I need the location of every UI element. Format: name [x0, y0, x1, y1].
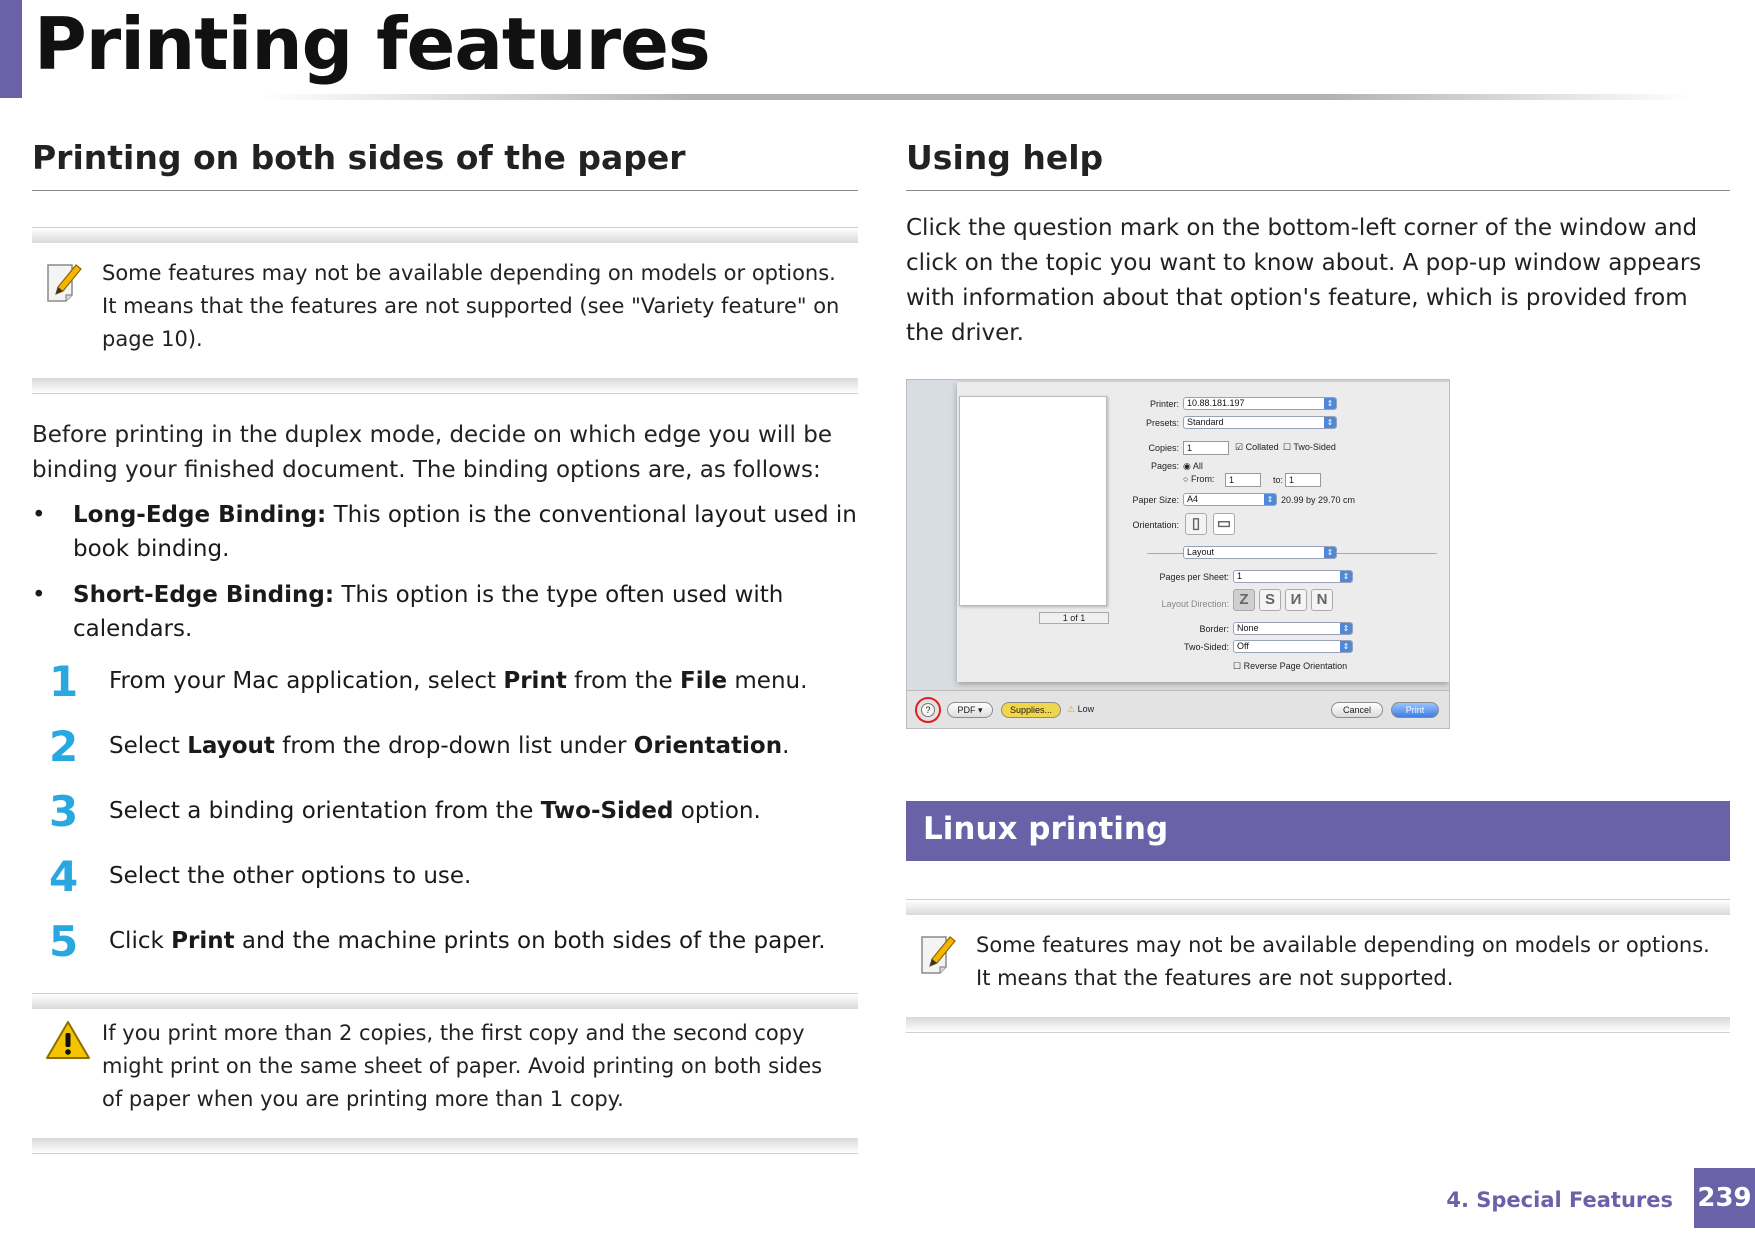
step-number: 2 — [49, 722, 79, 771]
linux-note-box — [906, 899, 1730, 1033]
note-box — [32, 227, 858, 394]
page-preview — [959, 396, 1107, 606]
section-heading-help: Using help — [906, 136, 1730, 191]
list-item: • Long-Edge Binding: This option is the conventional layout used in book binding. — [32, 498, 858, 566]
preview-page-count: 1 of 1 — [1039, 612, 1109, 624]
help-intro: Click the question mark on the bottom-left corner of the window and click on the topic you want to know about. A pop-up window appears with information about that option's feature, which is provided from the driver. — [906, 215, 1702, 346]
steps-list — [32, 657, 858, 985]
step-item: 1 From your Mac application, select Print from the File menu. — [32, 660, 858, 725]
collated-checkbox[interactable]: ☑ Collated — [1235, 442, 1279, 452]
linux-printing-heading: Linux printing — [906, 801, 1730, 861]
reverse-orientation-checkbox[interactable]: ☐ Reverse Page Orientation — [1233, 661, 1348, 671]
caution-box — [32, 993, 858, 1154]
direction-s-icon[interactable]: S — [1259, 589, 1281, 611]
binding-options-list — [32, 498, 858, 646]
caution-text: If you print more than 2 copies, the first copy and the second copy might print on the same sheet of paper. Avoid printing on both sides of paper when you are printing more than 1 copy. — [102, 1021, 823, 1111]
presets-select[interactable]: Standard ⇕ — [1183, 416, 1337, 429]
warning-icon — [44, 1017, 102, 1116]
direction-n-icon[interactable]: N — [1311, 589, 1333, 611]
header-accent-bar — [0, 0, 22, 98]
step-item: 4 Select the other options to use. — [32, 855, 858, 920]
pdf-button[interactable]: PDF ▾ — [947, 702, 993, 718]
from-input[interactable]: 1 — [1225, 473, 1261, 487]
title-divider — [260, 94, 1690, 100]
help-button[interactable]: ? — [921, 703, 935, 717]
warning-small-icon: ⚠ — [1067, 704, 1076, 714]
print-dialog-screenshot: 1 of 1 Printer: 10.88.181.197 ⇕ Presets: Standard ⇕ Copies: 1 ☑ Collated ☐ Two-Sided Pages: ◉ All ○ From: 1 to: 1 Paper Size: A4 ⇕ 20.99 by 29.70 cm Orientation: ▯ ▭ Layout ⇕ Pages per Sheet: 1 ⇕ Layout Direction: Z S И N Border: None ⇕ Two-Sided: Off ⇕ ☐ Reverse Page Orientation ? PDF ▾ Supplies... ⚠ Low Cancel Print — [906, 379, 1450, 729]
note-pencil-icon — [918, 929, 976, 995]
supplies-button[interactable]: Supplies... — [1001, 702, 1061, 718]
page-title: Printing features — [34, 2, 710, 86]
step-number: 1 — [49, 657, 79, 706]
step-item: 2 Select Layout from the drop-down list under Orientation. — [32, 725, 858, 790]
landscape-icon[interactable]: ▭ — [1213, 513, 1235, 535]
footer-chapter: 4. Special Features — [1446, 1188, 1673, 1212]
printer-select[interactable]: 10.88.181.197 ⇕ — [1183, 397, 1337, 410]
direction-z-icon[interactable]: Z — [1233, 589, 1255, 611]
pages-per-sheet-select[interactable]: 1 ⇕ — [1233, 570, 1353, 583]
note-text: Some features may not be available depending on models or options. It means that the features are not supported (see "Variety feature" on page 10). — [102, 261, 840, 351]
step-item: 3 Select a binding orientation from the Two-Sided option. — [32, 790, 858, 855]
step-number: 5 — [49, 917, 79, 966]
pages-from-radio[interactable]: ○ From: — [1183, 474, 1215, 484]
low-supply-indicator: ⚠ Low — [1067, 704, 1095, 714]
two-sided-checkbox[interactable]: ☐ Two-Sided — [1283, 442, 1336, 452]
step-item: 5 Click Print and the machine prints on both sides of the paper. — [32, 920, 858, 985]
step-number: 4 — [49, 852, 79, 901]
two-sided-select[interactable]: Off ⇕ — [1233, 640, 1353, 653]
pages-all-radio[interactable]: ◉ All — [1183, 461, 1203, 471]
note-pencil-icon — [44, 257, 102, 356]
section-heading-duplex: Printing on both sides of the paper — [32, 136, 858, 191]
page-number: 239 — [1694, 1168, 1755, 1228]
step-number: 3 — [49, 787, 79, 836]
to-input[interactable]: 1 — [1285, 473, 1321, 487]
finder-sidebar — [907, 380, 957, 690]
portrait-icon[interactable]: ▯ — [1185, 513, 1207, 535]
right-column — [906, 136, 1730, 1033]
paper-size-select[interactable]: A4 ⇕ — [1183, 493, 1277, 506]
linux-note-text: Some features may not be available depending on models or options. It means that the features are not supported. — [976, 933, 1710, 990]
panel-select[interactable]: Layout ⇕ — [1183, 546, 1337, 559]
list-item: • Short-Edge Binding: This option is the type often used with calendars. — [32, 578, 858, 646]
border-select[interactable]: None ⇕ — [1233, 622, 1353, 635]
left-column — [32, 136, 858, 1154]
print-button[interactable]: Print — [1391, 702, 1439, 718]
cancel-button[interactable]: Cancel — [1331, 702, 1383, 718]
direction-n-reverse-icon[interactable]: И — [1285, 589, 1307, 611]
copies-input[interactable]: 1 — [1183, 441, 1229, 455]
duplex-intro: Before printing in the duplex mode, decide on which edge you will be binding your finished document. The binding options are, as follows: — [32, 422, 832, 483]
